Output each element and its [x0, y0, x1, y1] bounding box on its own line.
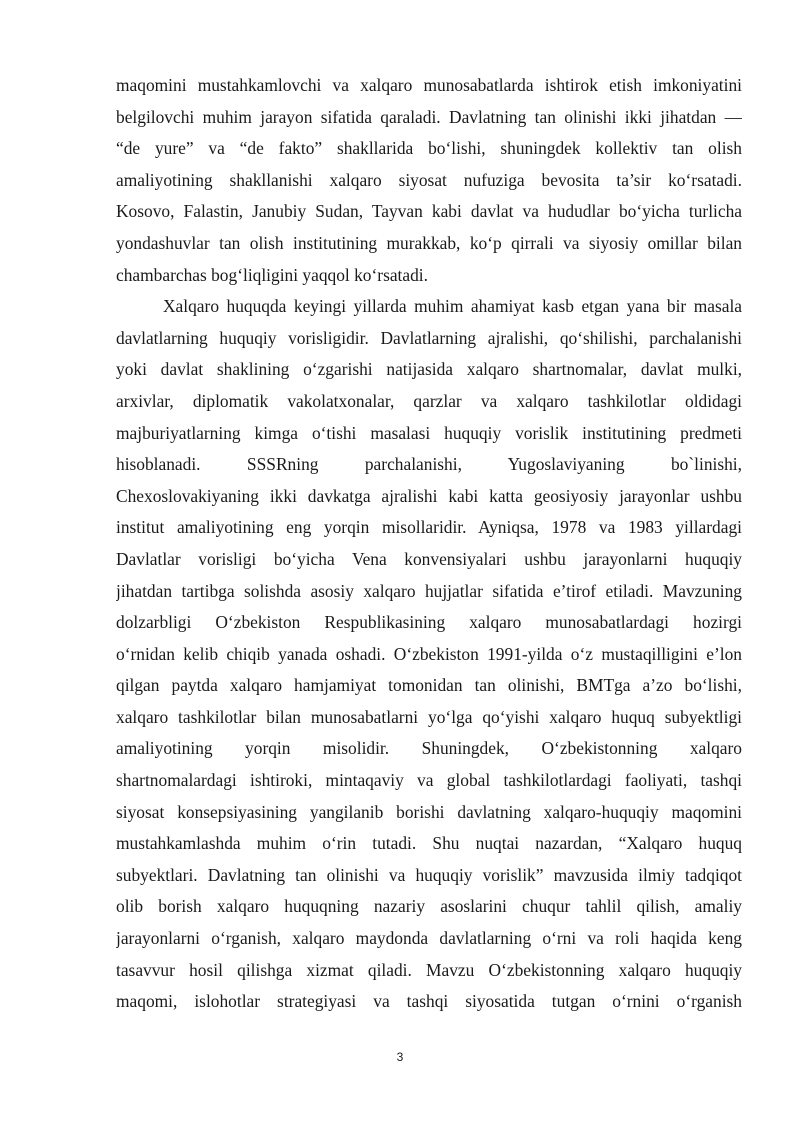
text-line: Chexoslovakiyaning ikki davkatga ajralishi kabi katta geosiyosiy jarayonlar ushbu	[116, 485, 742, 506]
text-line: arxivlar, diplomatik vakolatxonalar, qarzlar va xalqaro tashkilotlar oldidagi	[116, 390, 742, 411]
text-line: institut amaliyotining eng yorqin misollaridir. Ayniqsa, 1978 va 1983 yillardagi	[116, 517, 742, 538]
text-line: shartnomalardagi ishtiroki, mintaqaviy va global tashkilotlardagi faoliyati, tashqi	[116, 770, 742, 791]
text-line: o‘rnidan kelib chiqib yanada oshadi. O‘zbekiston 1991-yilda o‘z mustaqilligini e’lon	[116, 643, 742, 664]
text-line: jarayonlarni o‘rganish, xalqaro maydonda davlatlarning o‘rni va roli haqida keng	[116, 928, 742, 949]
text-line: majburiyatlarning kimga o‘tishi masalasi huquqiy vorislik institutining predmeti	[116, 422, 742, 443]
text-line: Kosovo, Falastin, Janubiy Sudan, Tayvan kabi davlat va hududlar bo‘yicha turlicha	[116, 201, 742, 222]
paragraph-end-line: chambarchas bog‘liqligini yaqqol ko‘rsatadi.	[116, 264, 428, 285]
text-line: amaliyotining shakllanishi xalqaro siyosat nufuziga bevosita ta’sir ko‘rsatadi.	[116, 169, 742, 190]
text-line: xalqaro tashkilotlar bilan munosabatlarni yo‘lga qo‘yishi xalqaro huquq subyektligi	[116, 706, 742, 727]
text-line: subyektlari. Davlatning tan olinishi va huquqiy vorislik” mavzusida ilmiy tadqiqot	[116, 864, 742, 885]
text-line: yondashuvlar tan olish institutining murakkab, ko‘p qirrali va siyosiy omillar bilan	[116, 232, 742, 253]
text-line: davlatlarning huquqiy vorisligidir. Davlatlarning ajralishi, qo‘shilishi, parchalanishi	[116, 327, 742, 348]
paragraph-first-line: Xalqaro huquqda keyingi yillarda muhim ahamiyat kasb etgan yana bir masala	[163, 296, 742, 317]
text-line: hisoblanadi. SSSRning parchalanishi, Yugoslaviyaning bo`linishi,	[116, 454, 742, 475]
text-line: mustahkamlashda muhim o‘rin tutadi. Shu nuqtai nazardan, “Xalqaro huquq	[116, 833, 742, 854]
text-line: tasavvur hosil qilishga xizmat qiladi. Mavzu O‘zbekistonning xalqaro huquqiy	[116, 959, 742, 980]
text-line: maqomi, islohotlar strategiyasi va tashqi siyosatida tutgan o‘rnini o‘rganish	[116, 991, 742, 1012]
text-line: maqomini mustahkamlovchi va xalqaro munosabatlarda ishtirok etish imkoniyatini	[116, 75, 742, 95]
text-line: qilgan paytda xalqaro hamjamiyat tomonidan tan olinishi, BMTga a’zo bo‘lishi,	[116, 675, 742, 696]
text-line: olib borish xalqaro huquqning nazariy asoslarini chuqur tahlil qilish, amaliy	[116, 896, 742, 917]
text-line: jihatdan tartibga solishda asosiy xalqaro hujjatlar sifatida e’tirof etiladi. Mavzuning	[116, 580, 742, 601]
text-line: Davlatlar vorisligi bo‘yicha Vena konvensiyalari ushbu jarayonlarni huquqiy	[116, 548, 742, 569]
text-line: yoki davlat shaklining o‘zgarishi natijasida xalqaro shartnomalar, davlat mulki,	[116, 359, 742, 380]
body-text	[116, 70, 742, 1018]
text-line: “de yure” va “de fakto” shakllarida bo‘lishi, shuningdek kollektiv tan olish	[116, 138, 742, 159]
page-number: 3	[396, 1050, 404, 1064]
text-line: dolzarbligi O‘zbekiston Respublikasining xalqaro munosabatlardagi hozirgi	[116, 612, 742, 633]
text-line: siyosat konsepsiyasining yangilanib borishi davlatning xalqaro-huquqiy maqomini	[116, 801, 742, 822]
text-line: belgilovchi muhim jarayon sifatida qaraladi. Davlatning tan olinishi ikki jihatdan —	[116, 106, 742, 127]
text-line: amaliyotining yorqin misolidir. Shuningdek, O‘zbekistonning xalqaro	[116, 738, 742, 759]
